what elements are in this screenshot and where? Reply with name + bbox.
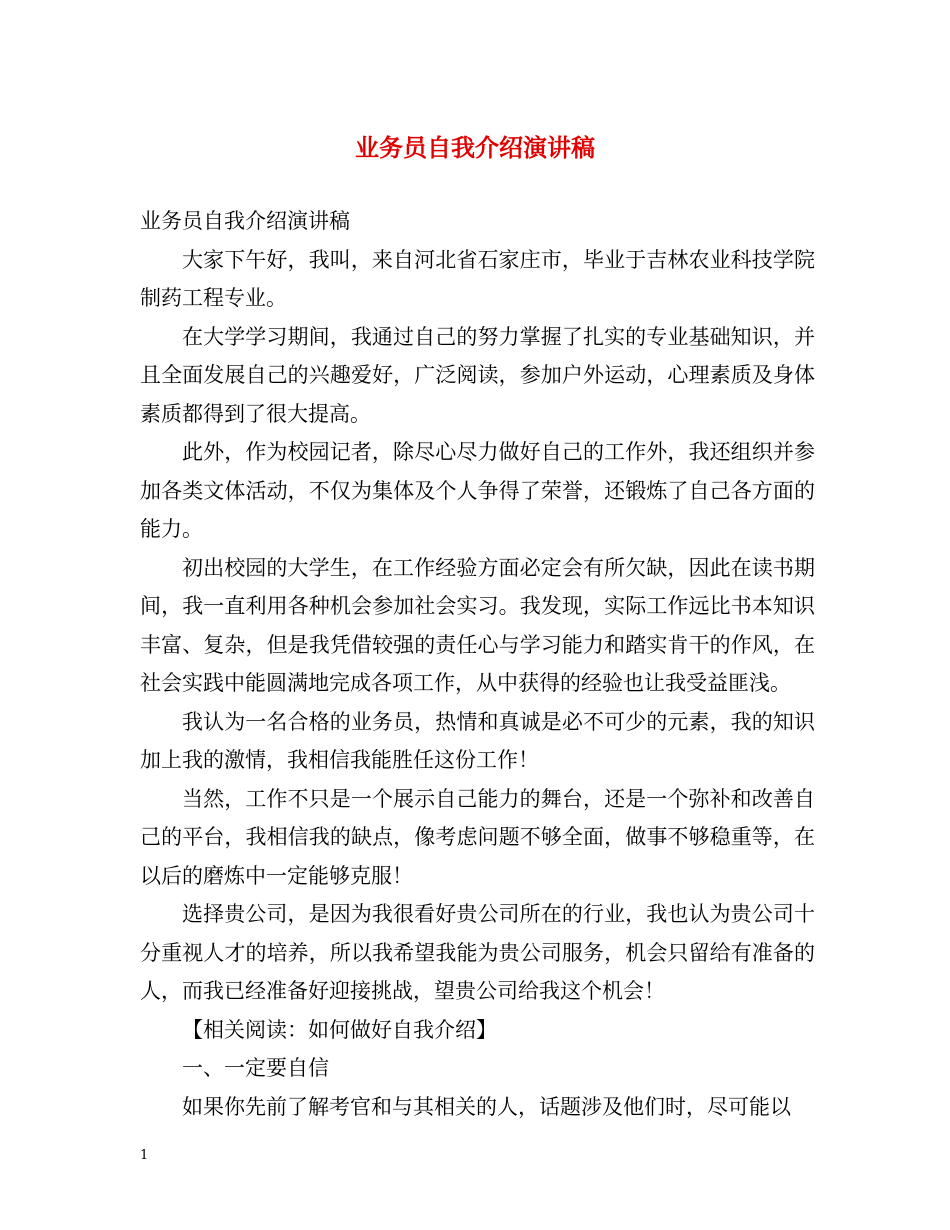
paragraph-improvement: 当然，工作不只是一个展示自己能力的舞台，还是一个弥补和改善自己的平台，我相信我的缺点，像考虑问题不够全面，做事不够稳重等，在以后的磨炼中一定能够克服！ bbox=[140, 786, 815, 888]
paragraph-reporter: 此外，作为校园记者，除尽心尽力做好自己的工作外，我还组织并参加各类文体活动，不仅为集体及个人争得了荣誉，还锻炼了自己各方面的能力。 bbox=[140, 440, 815, 541]
page-number: 1 bbox=[140, 1148, 149, 1163]
paragraph-company: 选择贵公司，是因为我很看好贵公司所在的行业，我也认为贵公司十分重视人才的培养，所以我希望我能为贵公司服务，机会只留给有准备的人，而我已经准备好迎接挑战，望贵公司给我这个机会！ bbox=[140, 902, 815, 1003]
paragraph-intro: 大家下午好，我叫，来自河北省石家庄市，毕业于吉林农业科技学院制药工程专业。 bbox=[140, 247, 815, 310]
related-reading-heading: 【相关阅读：如何做好自我介绍】 bbox=[182, 1017, 497, 1042]
paragraph-qualification: 我认为一名合格的业务员，热情和真诚是必不可少的元素，我的知识加上我的激情，我相信我能胜任这份工作！ bbox=[140, 709, 815, 772]
paragraph-study: 在大学学习期间，我通过自己的努力掌握了扎实的专业基础知识，并且全面发展自己的兴趣爱好，广泛阅读，参加户外运动，心理素质及身体素质都得到了很大提高。 bbox=[140, 324, 815, 426]
page-title: 业务员自我介绍演讲稿 bbox=[355, 133, 595, 162]
document-subtitle: 业务员自我介绍演讲稿 bbox=[140, 209, 350, 233]
paragraph-last: 如果你先前了解考官和与其相关的人，话题涉及他们时，尽可能以 bbox=[182, 1094, 791, 1119]
paragraph-internship: 初出校园的大学生，在工作经验方面必定会有所欠缺，因此在读书期间，我一直利用各种机会参加社会实习。我发现，实际工作远比书本知识丰富、复杂，但是我凭借较强的责任心与学习能力和踏实肯干的作风，在社会实践中能圆满地完成各项工作，从中获得的经验也让我受益匪浅。 bbox=[140, 555, 815, 695]
document-body bbox=[140, 202, 815, 1126]
section-heading: 一、一定要自信 bbox=[182, 1056, 329, 1080]
